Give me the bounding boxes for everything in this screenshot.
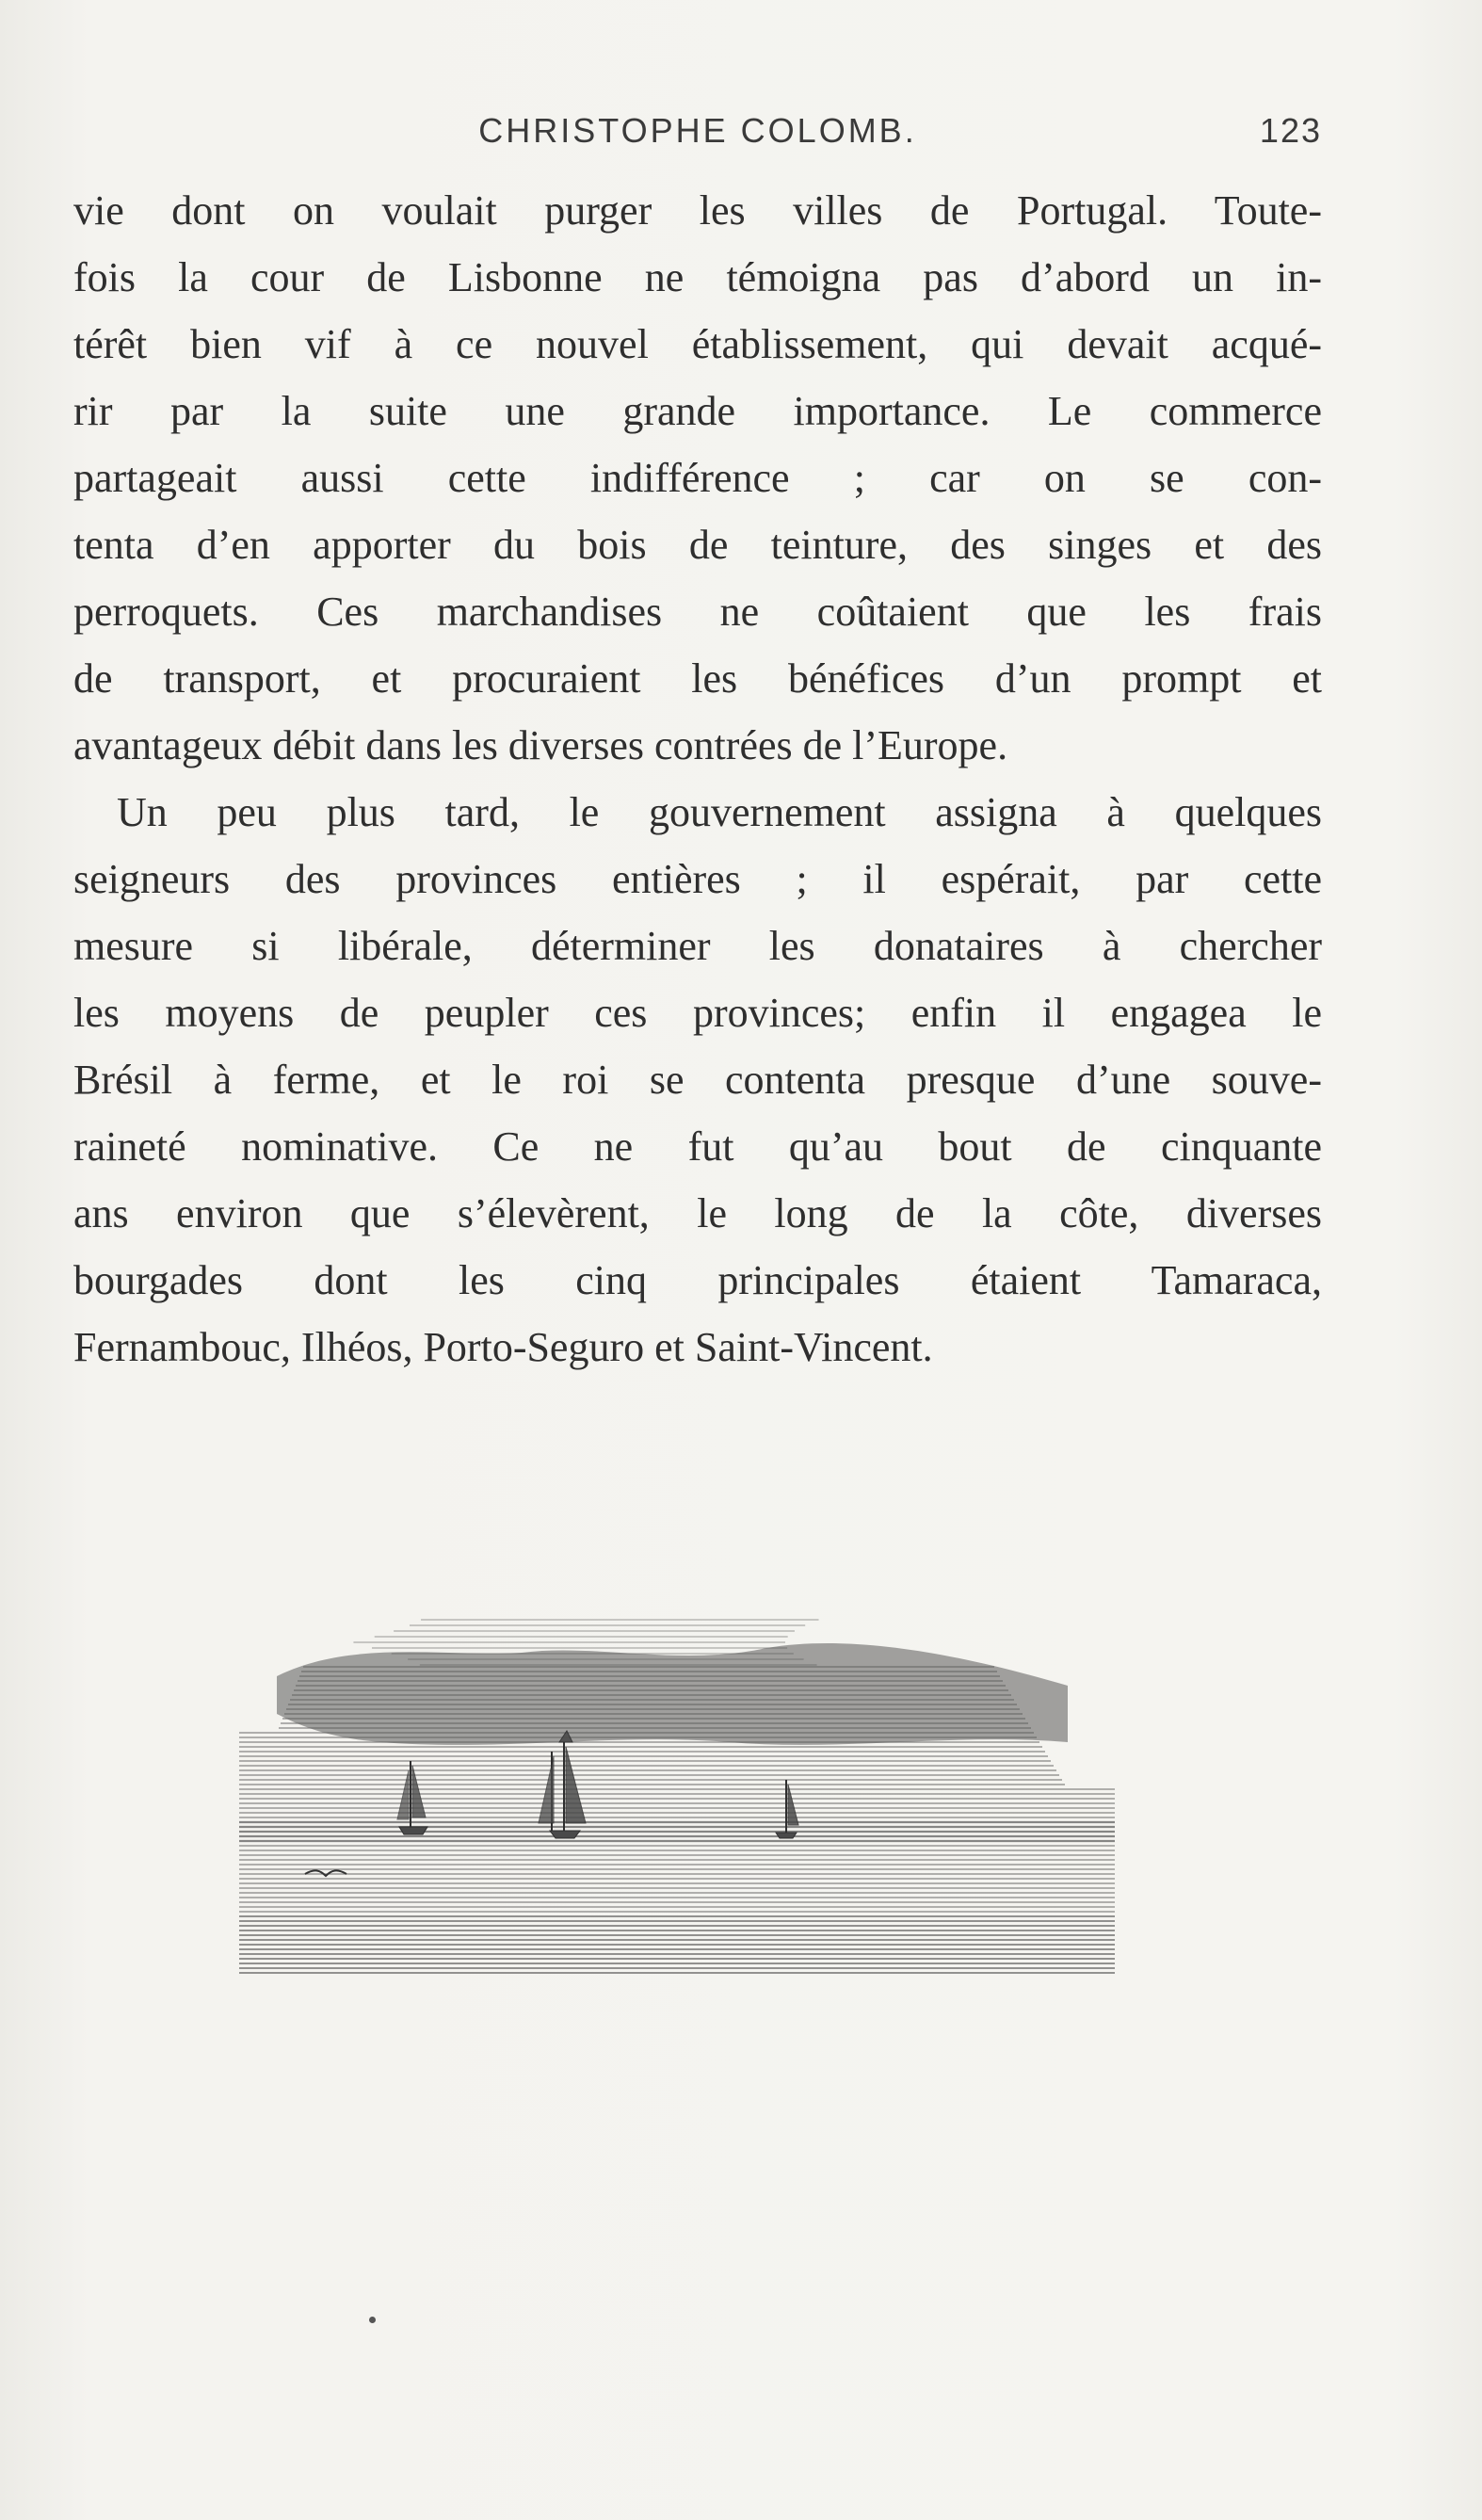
text-line: rir par la suite une grande importance. Le commerce xyxy=(73,388,1322,434)
ship-left xyxy=(397,1761,427,1834)
ships-illustration-icon xyxy=(239,1601,1115,1996)
text-line: perroquets. Ces marchandises ne coûtaient que les frais xyxy=(73,589,1322,635)
text-line: tenta d’en apporter du bois de teinture, des singes et des xyxy=(73,522,1322,568)
text-line: térêt bien vif à ce nouvel établissement, qui devait acqué- xyxy=(73,321,1322,367)
running-title: CHRISTOPHE COLOMB. xyxy=(478,111,917,150)
text-line: Un peu plus tard, le gouvernement assigna à quelques xyxy=(117,789,1322,835)
text-line: vie dont on voulait purger les villes de Portugal. Toute- xyxy=(73,187,1322,234)
ship-right xyxy=(776,1780,798,1838)
page-header xyxy=(73,111,1322,168)
text-line: de transport, et procuraient les bénéfices d’un prompt et xyxy=(73,655,1322,702)
text-line: ans environ que s’élevèrent, le long de la côte, diverses xyxy=(73,1190,1322,1236)
text-line: bourgades dont les cinq principales étaient Tamaraca, xyxy=(73,1257,1322,1303)
page-number: 123 xyxy=(1259,111,1322,150)
text-line: avantageux débit dans les diverses contrées de l’Europe. xyxy=(73,722,1008,768)
text-line: mesure si libérale, déterminer les donataires à chercher xyxy=(73,923,1322,969)
seascape-engraving xyxy=(239,1601,1115,1996)
ink-speck xyxy=(369,2317,376,2323)
text-line: partageait aussi cette indifférence ; car on se con- xyxy=(73,455,1322,501)
text-line: Brésil à ferme, et le roi se contenta presque d’une souve- xyxy=(73,1057,1322,1103)
text-line: fois la cour de Lisbonne ne témoigna pas d’abord un in- xyxy=(73,254,1322,300)
text-line: les moyens de peupler ces provinces; enfin il engagea le xyxy=(73,990,1322,1036)
cloud-mass xyxy=(277,1643,1068,1745)
text-line: Fernambouc, Ilhéos, Porto-Seguro et Saint-Vincent. xyxy=(73,1324,933,1370)
text-line: seigneurs des provinces entières ; il espérait, par cette xyxy=(73,856,1322,902)
text-line: raineté nominative. Ce ne fut qu’au bout de cinquante xyxy=(73,1123,1322,1170)
body-text xyxy=(73,177,1322,1381)
bird xyxy=(305,1870,346,1876)
